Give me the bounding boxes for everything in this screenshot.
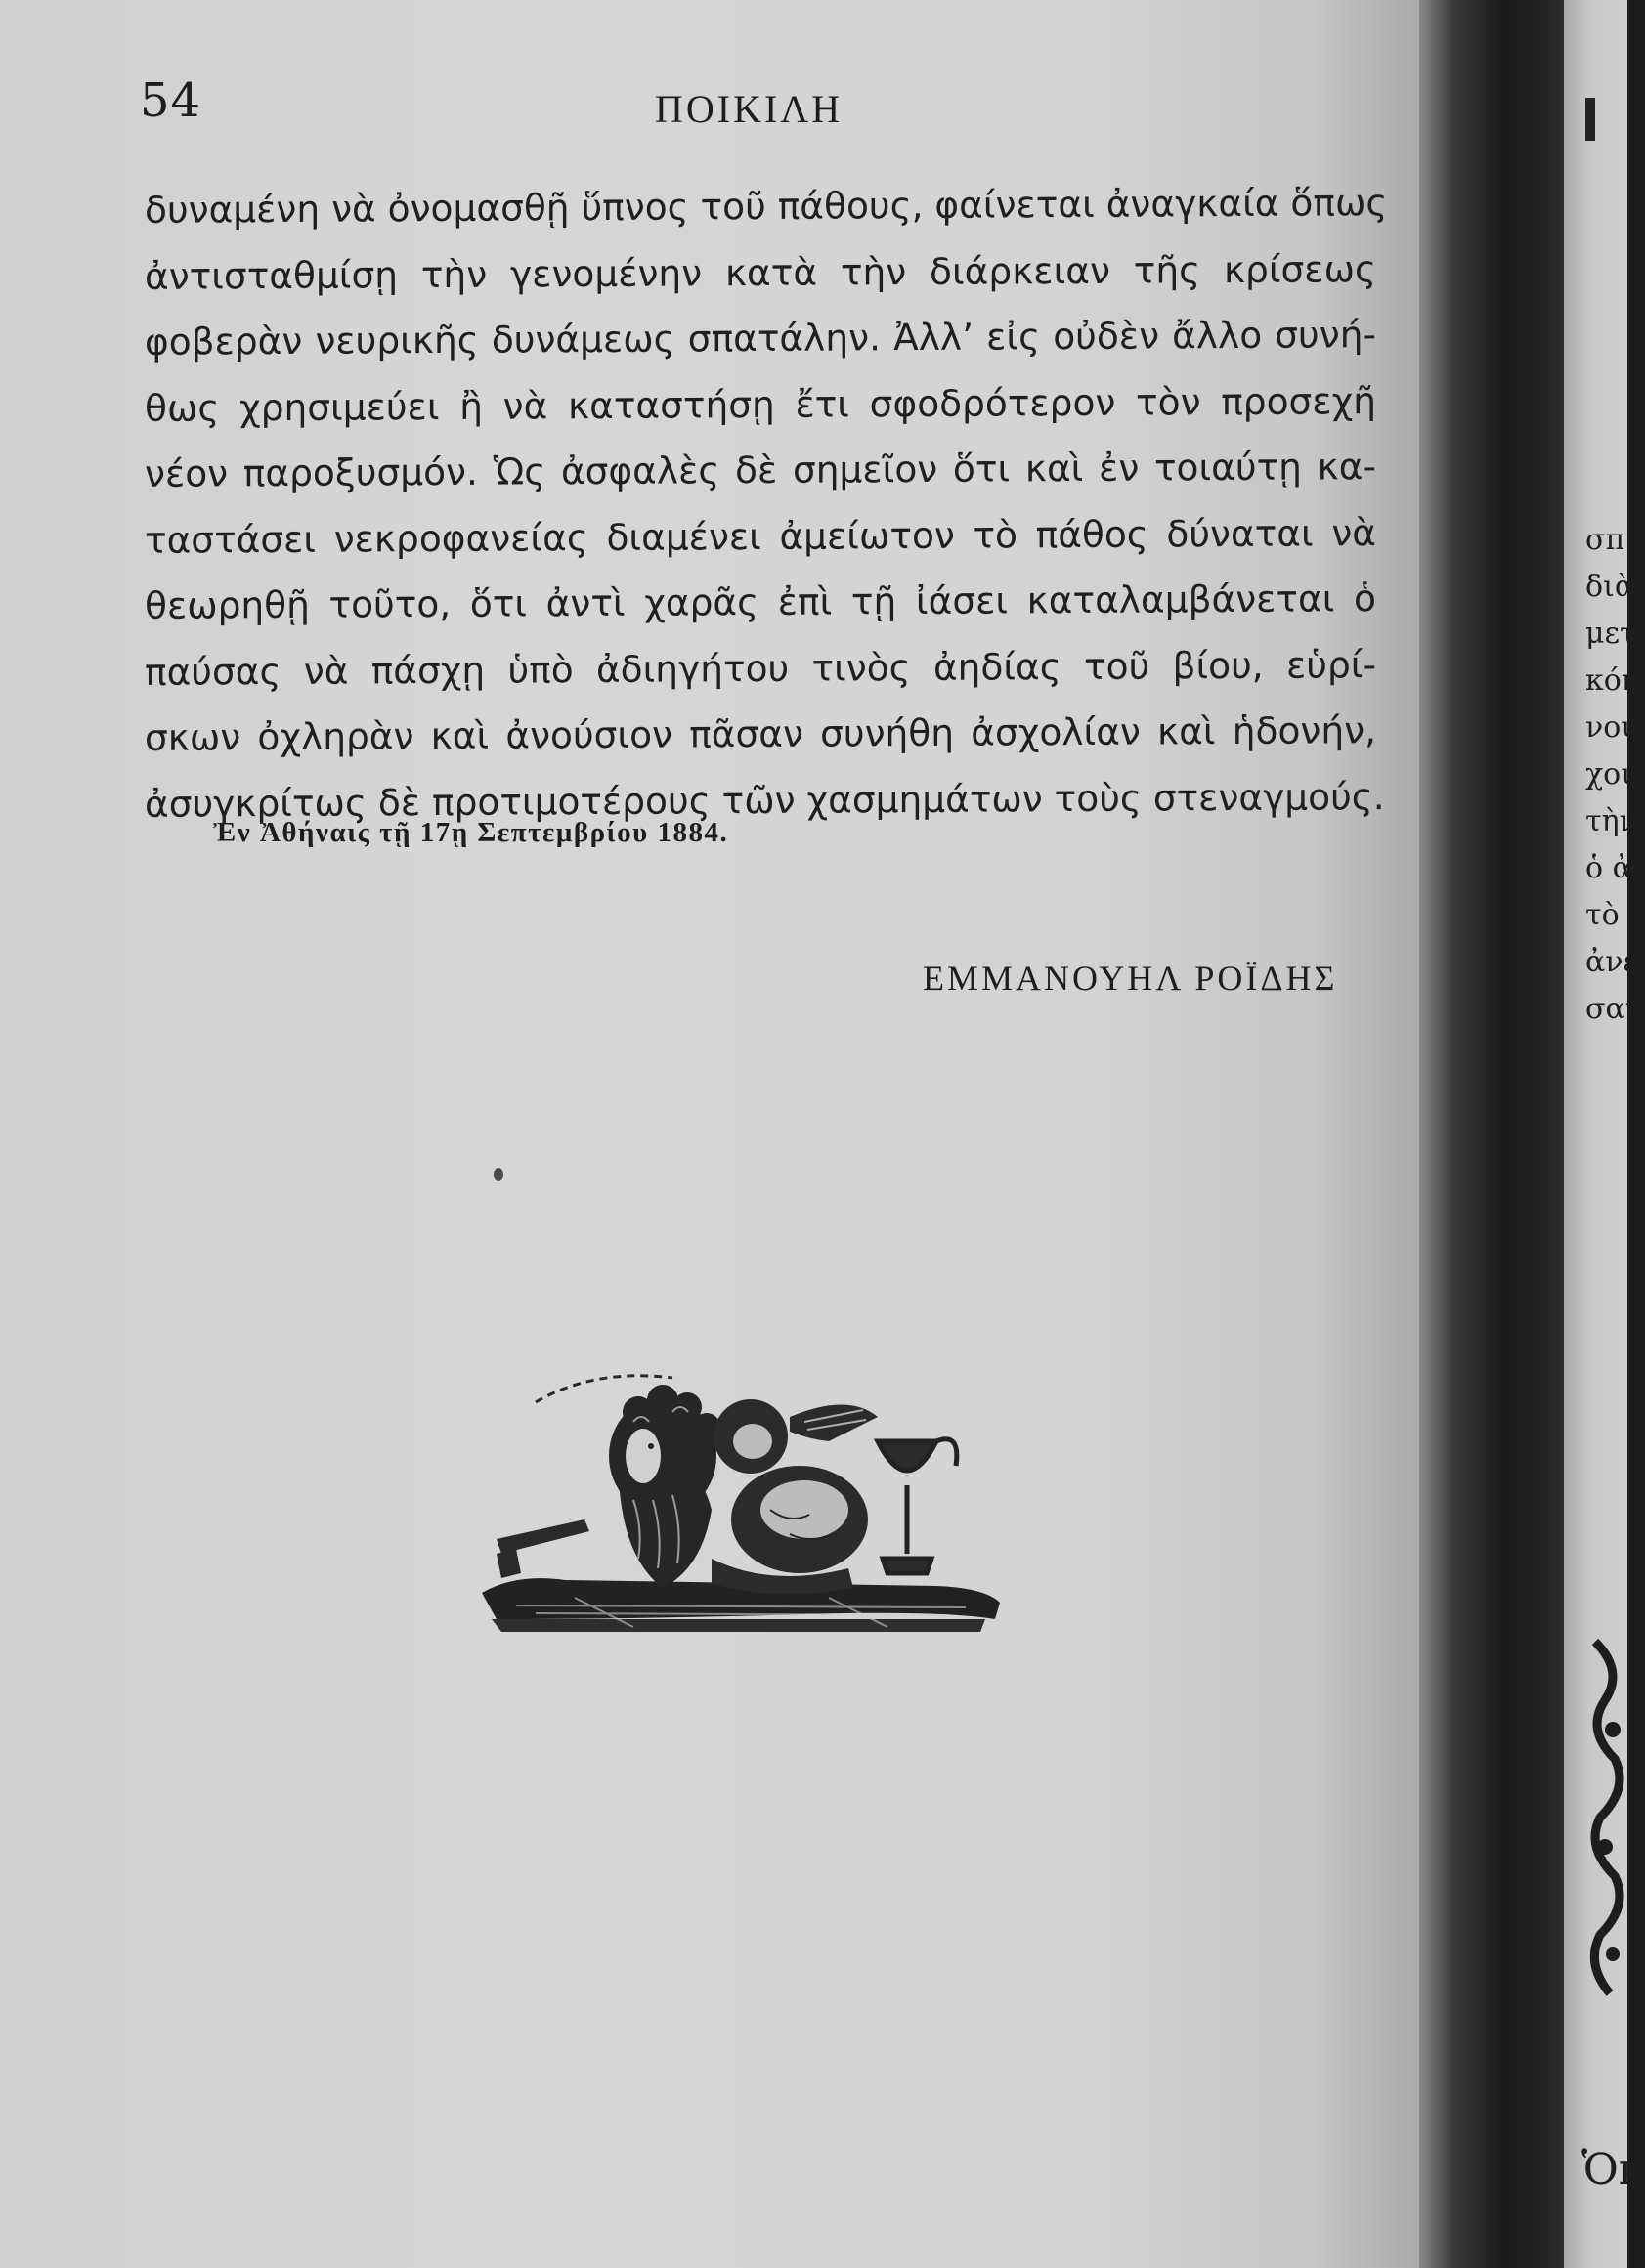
facing-page (1564, 0, 1645, 2268)
facing-page-mark (1585, 98, 1595, 141)
facing-page-fragment: τὴν (1585, 804, 1637, 838)
text-line: θεωρηθῇ τοῦτο, ὅτι ἀντὶ χαρᾶς ἐπὶ τῇ ἰάσει καταλαμβάνεται ὁ (145, 577, 1376, 627)
text-line: θως χρησιμεύει ἢ νὰ καταστήσῃ ἔτι σφοδρότερον τὸν προσεχῆ (145, 378, 1376, 430)
dateline: Ἐν Ἀθήναις τῇ 17ῃ Σεπτεμβρίου 1884. (213, 817, 729, 848)
facing-page-fragment: ἀνέ (1585, 945, 1639, 979)
text-line: δυναμένη νὰ ὀνομασθῇ ὕπνος τοῦ πάθους, φαίνεται ἀναγκαία ὅπως (145, 181, 1388, 232)
facing-page-fragment: νου (1585, 710, 1639, 745)
facing-page-fragment: ὁ ἀ (1585, 851, 1632, 885)
text-line: ταστάσει νεκροφανείας διαμένει ἀμείωτον τὸ πάθος δύναται νὰ (145, 510, 1376, 562)
facing-page-fragment: χοι (1585, 757, 1633, 792)
facing-page-bottom-text: Ὁκ (1581, 2145, 1645, 2195)
facing-page-fragment: σαν (1585, 992, 1643, 1026)
text-line: νέον παροξυσμόν. Ὡς ἀσφαλὲς δὲ σημεῖον ὅτι καὶ ἐν τοιαύτῃ κα- (145, 445, 1376, 495)
facing-page-fragment: διὰ (1585, 570, 1635, 604)
cherub-vignette-illustration (477, 1363, 1005, 1647)
author-signature: ΕΜΜΑΝΟΥΗΛ ΡΟΪΔΗΣ (923, 959, 1338, 998)
text-line: σκων ὀχληρὰν καὶ ἀνούσιον πᾶσαν συνήθη ἀσχολίαν καὶ ἡδονήν, (145, 708, 1376, 759)
ink-speck (494, 1168, 503, 1181)
chalice (878, 1439, 957, 1573)
torch (497, 1519, 589, 1578)
facing-page-fragment: σπ (1585, 523, 1625, 557)
running-head: ΠΟΙΚΙΛΗ (655, 87, 844, 131)
facing-page-fragment: μετ (1585, 617, 1636, 651)
text-line: παύσας νὰ πάσχῃ ὑπὸ ἀδιηγήτου τινὸς ἀηδίας τοῦ βίου, εὑρί- (145, 642, 1376, 694)
text-line: ἀσυγκρίτως δὲ προτιμοτέρους τῶν χασμημάτων τοὺς στεναγμούς. (145, 774, 1385, 826)
facing-page-fragment: κόν (1585, 663, 1640, 698)
wing (790, 1405, 878, 1442)
body-text (145, 174, 1388, 834)
text-line: ἀντισταθμίσῃ τὴν γενομένην κατὰ τὴν διάρκειαν τῆς κρίσεως (145, 246, 1376, 298)
facing-page-fragment: τὸ (1585, 898, 1620, 932)
ornament-border (1585, 1642, 1629, 1993)
text-line: φοβερὰν νευρικῆς δυνάμεως σπατάλην. Ἀλλ’ εἰς οὐδὲν ἄλλο συνή- (145, 313, 1376, 364)
page-number: 54 (140, 73, 202, 128)
bearded-head (609, 1385, 720, 1588)
